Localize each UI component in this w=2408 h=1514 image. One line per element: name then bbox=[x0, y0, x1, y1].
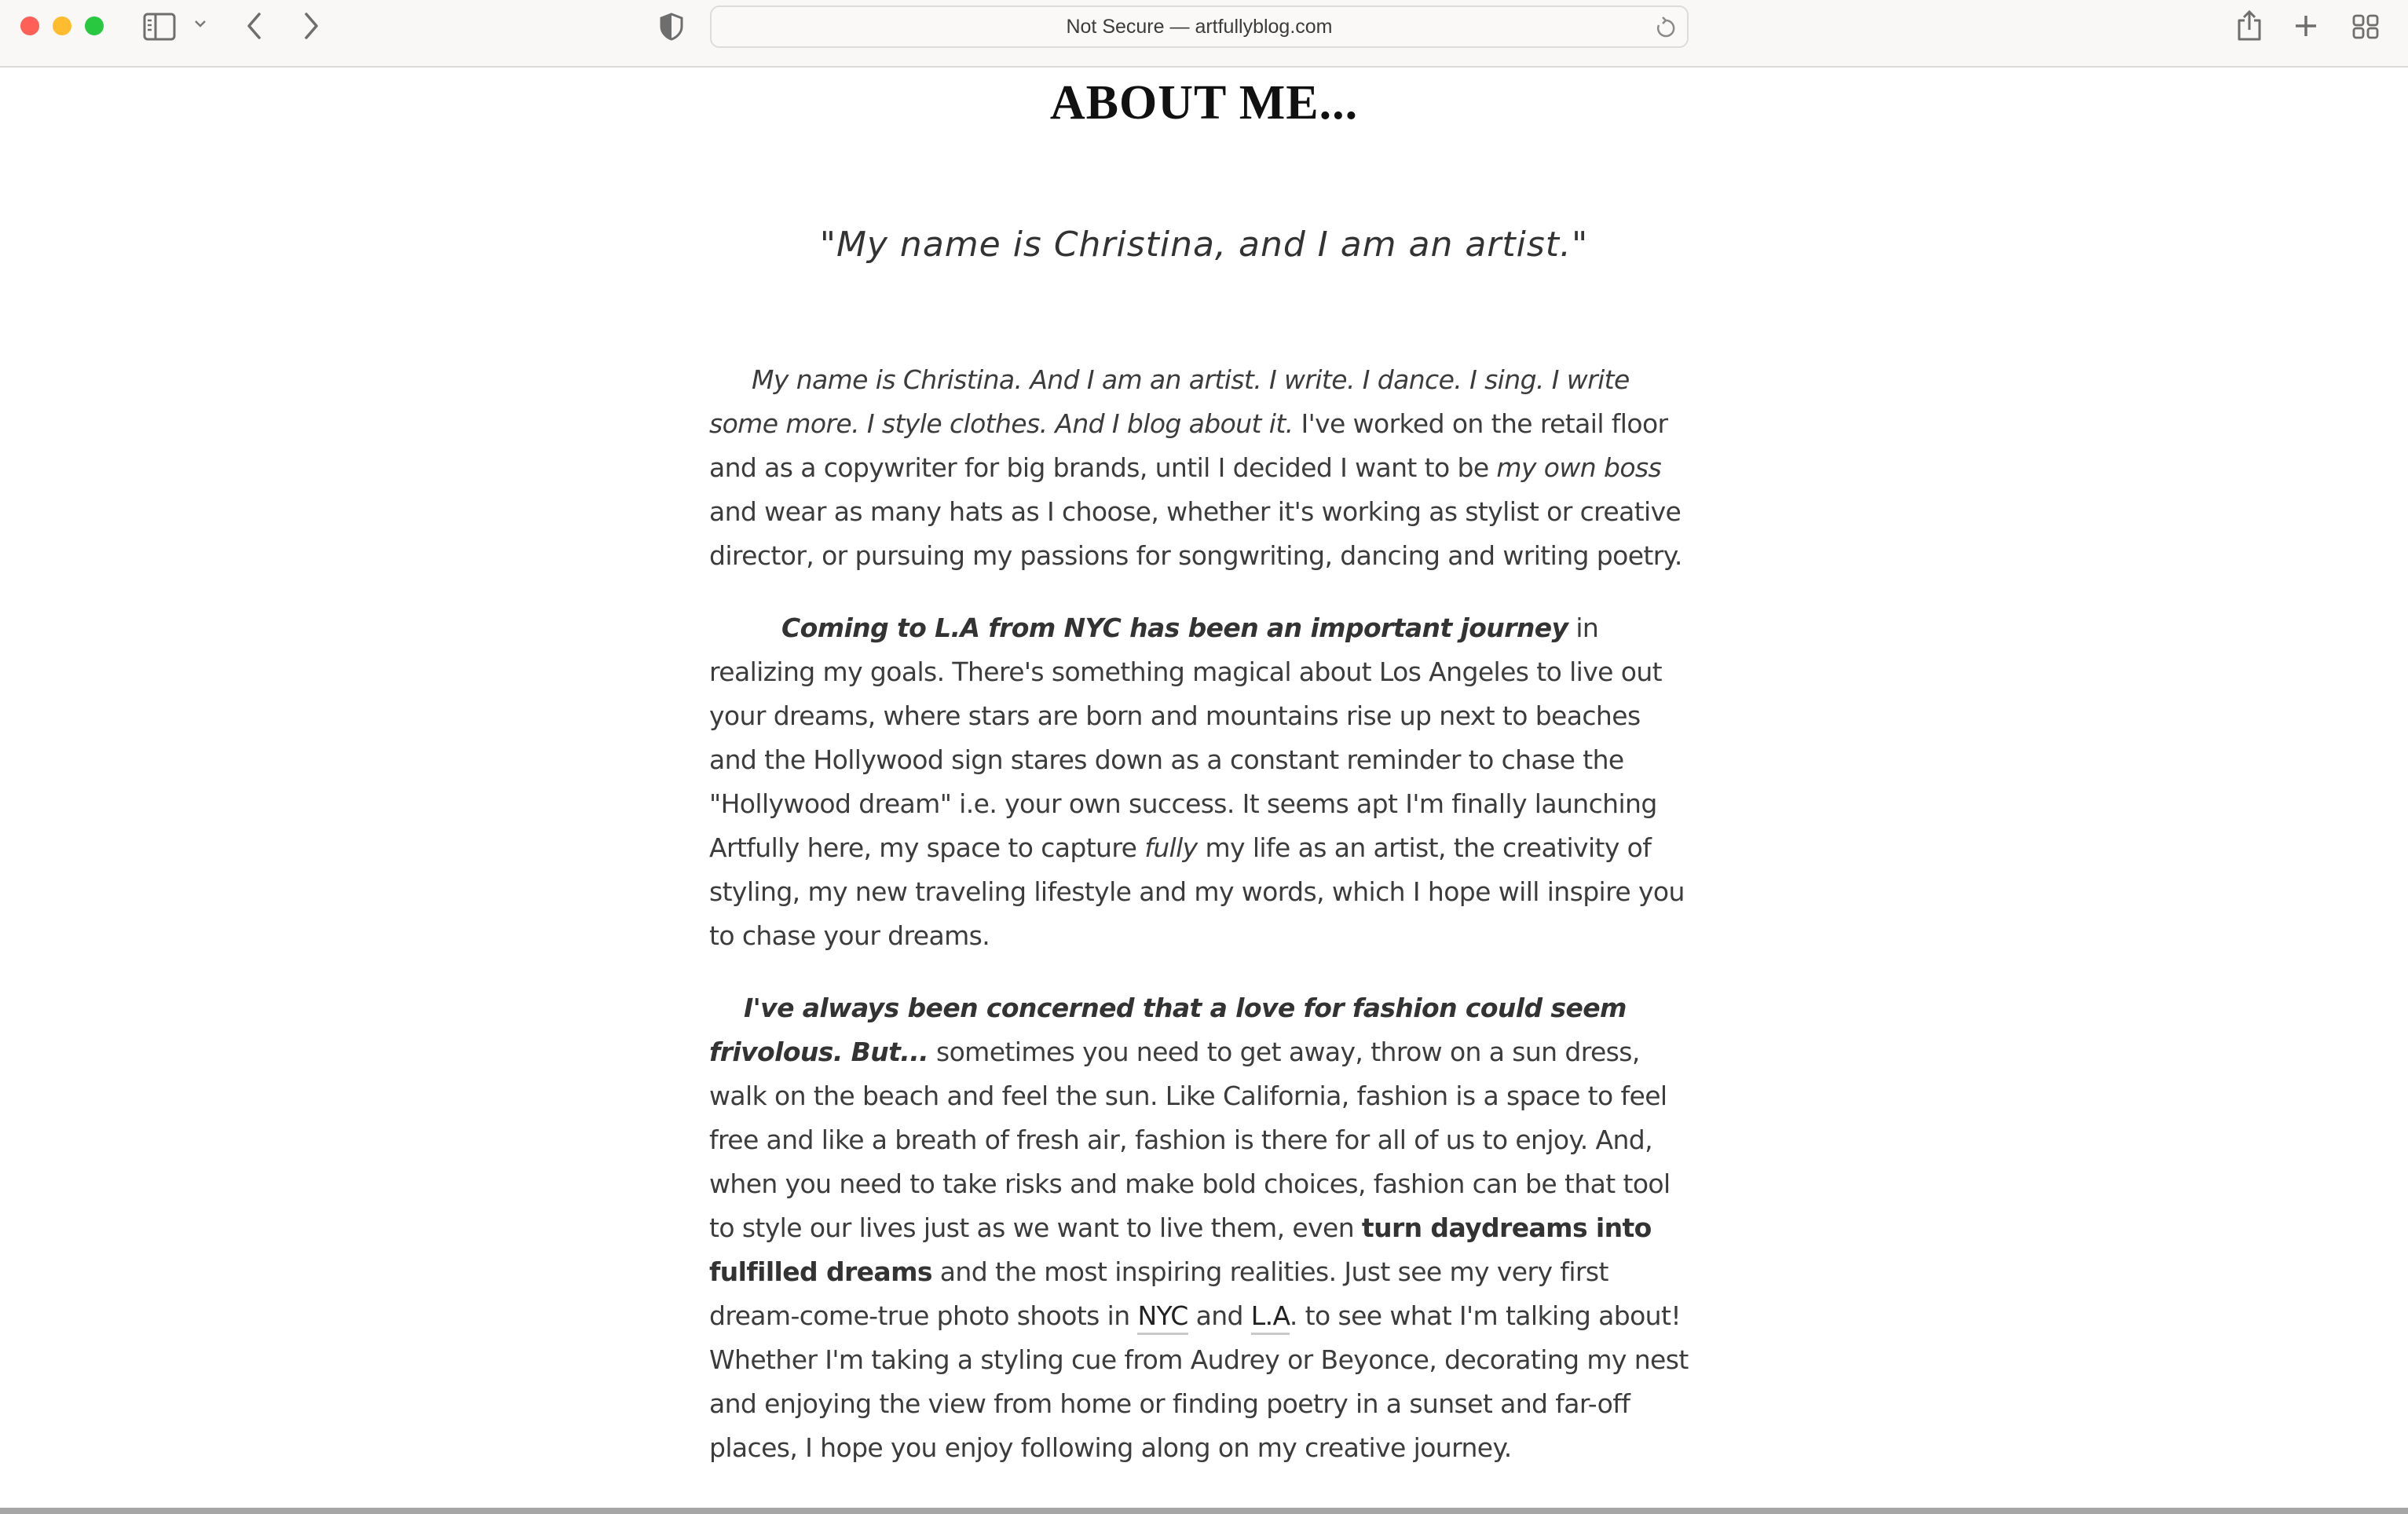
security-label: Not Secure bbox=[1066, 15, 1165, 38]
emphasis-text: fully bbox=[1144, 832, 1198, 863]
paragraph-journey bbox=[709, 606, 1693, 958]
browser-toolbar bbox=[0, 0, 2408, 68]
page-content bbox=[0, 68, 2408, 1508]
about-body bbox=[709, 358, 1693, 1498]
la-link[interactable]: L.A bbox=[1251, 1300, 1290, 1335]
zoom-window-button[interactable] bbox=[85, 16, 104, 35]
address-bar[interactable] bbox=[710, 5, 1689, 48]
paragraph-text: and bbox=[1188, 1300, 1251, 1331]
paragraph-text: and the most inspiring realities. Just see my very first dream-come-true photo shoots in bbox=[709, 1256, 1608, 1331]
share-icon[interactable] bbox=[2236, 9, 2263, 42]
chevron-right-icon[interactable] bbox=[302, 12, 320, 40]
address-domain: artfullyblog.com bbox=[1195, 15, 1333, 38]
minimize-window-button[interactable] bbox=[53, 16, 71, 35]
paragraph-text: in realizing my goals. There's something magical about Los Angeles to live out your dreams, where stars are born and mountains rise up next to beaches and the Hollywood sign stares down as a constant reminder to chase the "Hollywood dream" i.e. your own success. It seems apt I'm finally launching Artfully here, my space to capture bbox=[709, 613, 1662, 863]
paragraph-text: . to see what I'm talking about! Whether I'm taking a styling cue from Audrey or Beyonce, decorating my nest and enjoying the view from home or finding poetry in a sunset and far-off places, I hope you enjoy following along on my creative journey. bbox=[709, 1300, 1689, 1463]
chevron-left-icon[interactable] bbox=[245, 12, 264, 40]
sidebar-icon[interactable] bbox=[143, 13, 176, 41]
window-bottom-edge bbox=[0, 1508, 2408, 1514]
tab-grid-icon[interactable] bbox=[2352, 14, 2379, 39]
close-window-button[interactable] bbox=[20, 16, 39, 35]
reload-icon[interactable] bbox=[1656, 16, 1676, 44]
shield-icon[interactable] bbox=[660, 13, 683, 41]
chevron-down-icon[interactable] bbox=[194, 19, 207, 28]
paragraph-intro bbox=[709, 358, 1693, 578]
address-bar-text bbox=[1066, 16, 1332, 38]
journey-heading: Coming to L.A from NYC has been an important journey bbox=[781, 613, 1568, 643]
address-separator: — bbox=[1169, 15, 1190, 38]
paragraph-text: and wear as many hats as I choose, whether it's working as stylist or creative director, or pursuing my passions for songwriting, dancing and writing poetry. bbox=[709, 496, 1682, 571]
paragraph-text: I've worked on the retail floor and as a copywriter for big brands, until I decided I want to be bbox=[709, 408, 1668, 483]
page-title: ABOUT ME... bbox=[1049, 76, 1359, 130]
bold-text: turn daydreams into fulfilled dreams bbox=[709, 1212, 1652, 1287]
nyc-link[interactable]: NYC bbox=[1137, 1300, 1188, 1335]
paragraph-text: sometimes you need to get away, throw on a sun dress, walk on the beach and feel the sun. Like California, fashion is a space to feel free and like a breath of fresh air, fashion is there for all of us to enjoy. And, when you need to take risks and make bold choices, fashion can be that tool to style our lives just as we want to live them, even bbox=[709, 1037, 1671, 1243]
emphasis-text: my own boss bbox=[1496, 452, 1662, 483]
paragraph-text: my life as an artist, the creativity of styling, my new traveling lifestyle and my words, which I hope will inspire you to chase your dreams. bbox=[709, 832, 1685, 951]
plus-icon[interactable] bbox=[2293, 13, 2318, 38]
paragraph-fashion bbox=[709, 986, 1693, 1470]
fashion-heading: I've always been concerned that a love for fashion could seem frivolous. But... bbox=[709, 993, 1627, 1067]
pull-quote: "My name is Christina, and I am an artist." bbox=[819, 225, 1589, 265]
intro-italic: My name is Christina. And I am an artist. I write. I dance. I sing. I write some more. I style clothes. And I blog about it. bbox=[709, 364, 1630, 439]
